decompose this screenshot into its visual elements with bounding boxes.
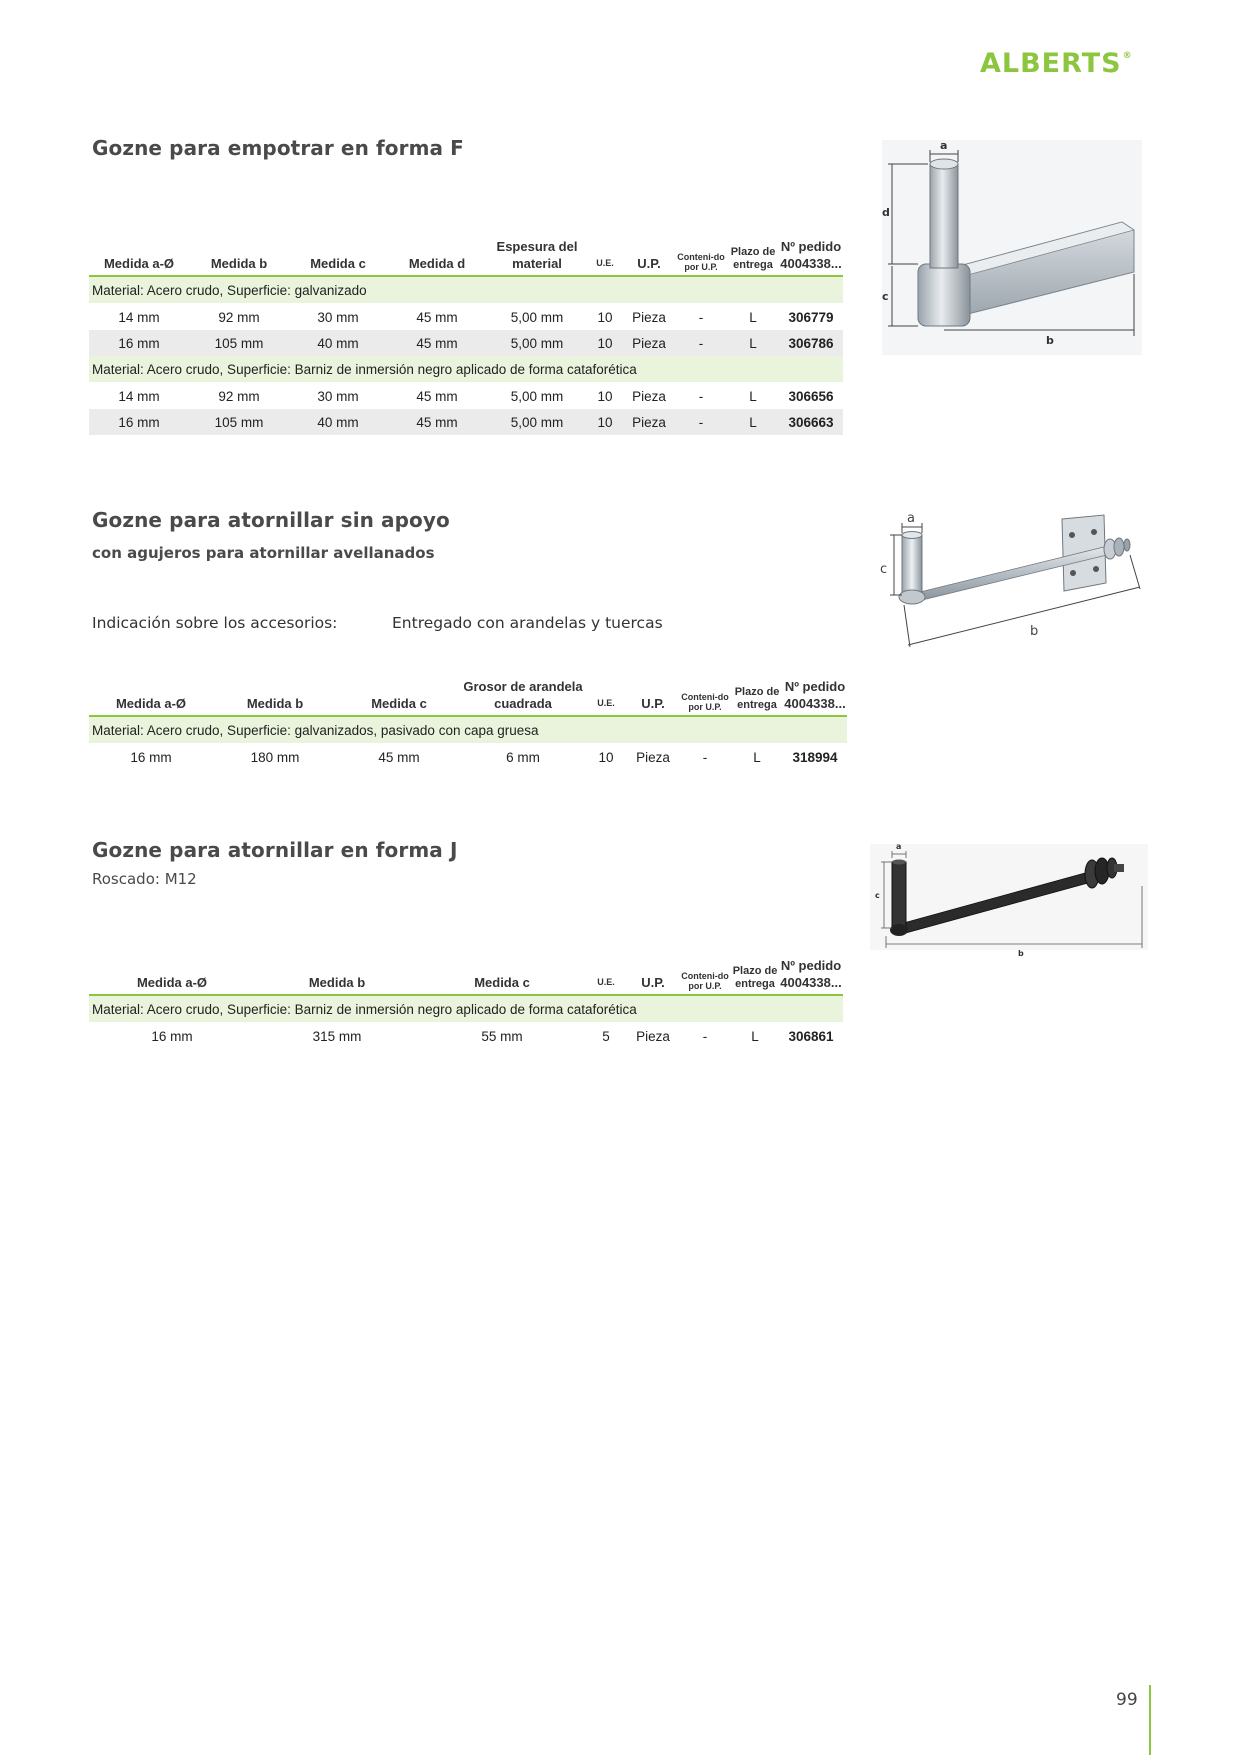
col-up: U.P. (627, 678, 679, 716)
section-title: Gozne para atornillar sin apoyo (92, 508, 450, 532)
col-ue: U.E. (585, 678, 627, 716)
section-subtitle: con agujeros para atornillar avellanados (92, 544, 435, 562)
col-medida-a: Medida a-Ø (89, 678, 213, 716)
section-subtitle: Roscado: M12 (92, 870, 197, 888)
dim-label-a: a (907, 511, 915, 526)
material-row: Material: Acero crudo, Superficie: galvanizado (89, 276, 843, 304)
dim-label-a: a (940, 140, 948, 152)
page-number-bar (1149, 1685, 1151, 1755)
section-title: Gozne para empotrar en forma F (92, 136, 464, 160)
dim-label-b: b (1046, 334, 1054, 347)
col-ue: U.E. (587, 238, 623, 276)
col-medida-c: Medida c (419, 957, 585, 995)
dim-label-c: c (880, 562, 888, 577)
product-image-screw-hinge (872, 505, 1152, 662)
col-espesura: Espesura del material (487, 238, 587, 276)
col-medida-b: Medida b (255, 957, 419, 995)
col-medida-a: Medida a-Ø (89, 957, 255, 995)
table-row: 16 mm 315 mm 55 mm 5 Pieza - L 306861 (89, 1023, 843, 1050)
col-grosor: Grosor de arandela cuadrada (461, 678, 585, 716)
section-screw-hinge (92, 508, 844, 562)
col-medida-c: Medida c (337, 678, 461, 716)
dim-label-b: b (1030, 624, 1039, 639)
col-contenido: Conteni-do por U.P. (679, 678, 731, 716)
dim-label-b: b (1018, 949, 1024, 958)
table-header-row (89, 957, 843, 995)
product-table-j-hinge (89, 957, 843, 1049)
table-row: 16 mm 105 mm 40 mm 45 mm 5,00 mm 10 Pieza - L 306663 (89, 409, 843, 435)
dim-label-a: a (896, 842, 902, 851)
col-medida-c: Medida c (289, 238, 387, 276)
table-row: 14 mm 92 mm 30 mm 45 mm 5,00 mm 10 Pieza - L 306779 (89, 304, 843, 331)
col-pedido: Nº pedido 4004338... (779, 957, 843, 995)
order-number: 306861 (788, 1028, 834, 1044)
col-contenido: Conteni-do por U.P. (679, 957, 731, 995)
col-plazo: Plazo de entrega (731, 957, 779, 995)
dim-label-d: d (882, 206, 890, 219)
table-row: 16 mm 105 mm 40 mm 45 mm 5,00 mm 10 Pieza - L 306786 (89, 330, 843, 356)
material-row: Material: Acero crudo, Superficie: Barniz de inmersión negro aplicado de forma cataforética (89, 356, 843, 383)
material-row: Material: Acero crudo, Superficie: galvanizados, pasivado con capa gruesa (89, 716, 847, 744)
order-number: 318994 (792, 749, 838, 765)
col-medida-b: Medida b (213, 678, 337, 716)
col-contenido: Conteni-do por U.P. (675, 238, 727, 276)
table-row: 14 mm 92 mm 30 mm 45 mm 5,00 mm 10 Pieza - L 306656 (89, 383, 843, 410)
table-header-row (89, 238, 843, 276)
order-number: 306786 (779, 330, 843, 356)
table-header-row (89, 678, 847, 716)
product-table-f-hinge (89, 238, 843, 435)
col-plazo: Plazo de entrega (731, 678, 783, 716)
section-j-hinge (92, 838, 844, 888)
product-table-screw-hinge (89, 678, 847, 770)
col-up: U.P. (627, 957, 679, 995)
product-image-f-hinge (872, 140, 1152, 360)
col-plazo: Plazo de entrega (727, 238, 779, 276)
material-row: Material: Acero crudo, Superficie: Barniz de inmersión negro aplicado de forma cataforética (89, 995, 843, 1023)
dim-label-c: c (882, 290, 889, 303)
col-ue: U.E. (585, 957, 627, 995)
order-number: 306656 (788, 388, 834, 404)
col-medida-d: Medida d (387, 238, 487, 276)
brand-logo: ALBERTS® (980, 48, 1133, 79)
table-row: 16 mm 180 mm 45 mm 6 mm 10 Pieza - L 318994 (89, 744, 847, 771)
page-number: 99 (1116, 1690, 1138, 1710)
order-number: 306779 (788, 309, 834, 325)
section-f-hinge (92, 136, 844, 160)
accessory-label: Indicación sobre los accesorios: (92, 614, 338, 632)
dim-label-c: c (875, 891, 880, 900)
col-medida-a: Medida a-Ø (89, 238, 189, 276)
col-medida-b: Medida b (189, 238, 289, 276)
col-pedido: Nº pedido 4004338... (779, 238, 843, 276)
col-up: U.P. (623, 238, 675, 276)
section-title: Gozne para atornillar en forma J (92, 838, 458, 862)
accessory-value: Entregado con arandelas y tuercas (392, 614, 663, 632)
product-image-j-hinge (866, 840, 1152, 965)
col-pedido: Nº pedido 4004338... (783, 678, 847, 716)
order-number: 306663 (779, 409, 843, 435)
